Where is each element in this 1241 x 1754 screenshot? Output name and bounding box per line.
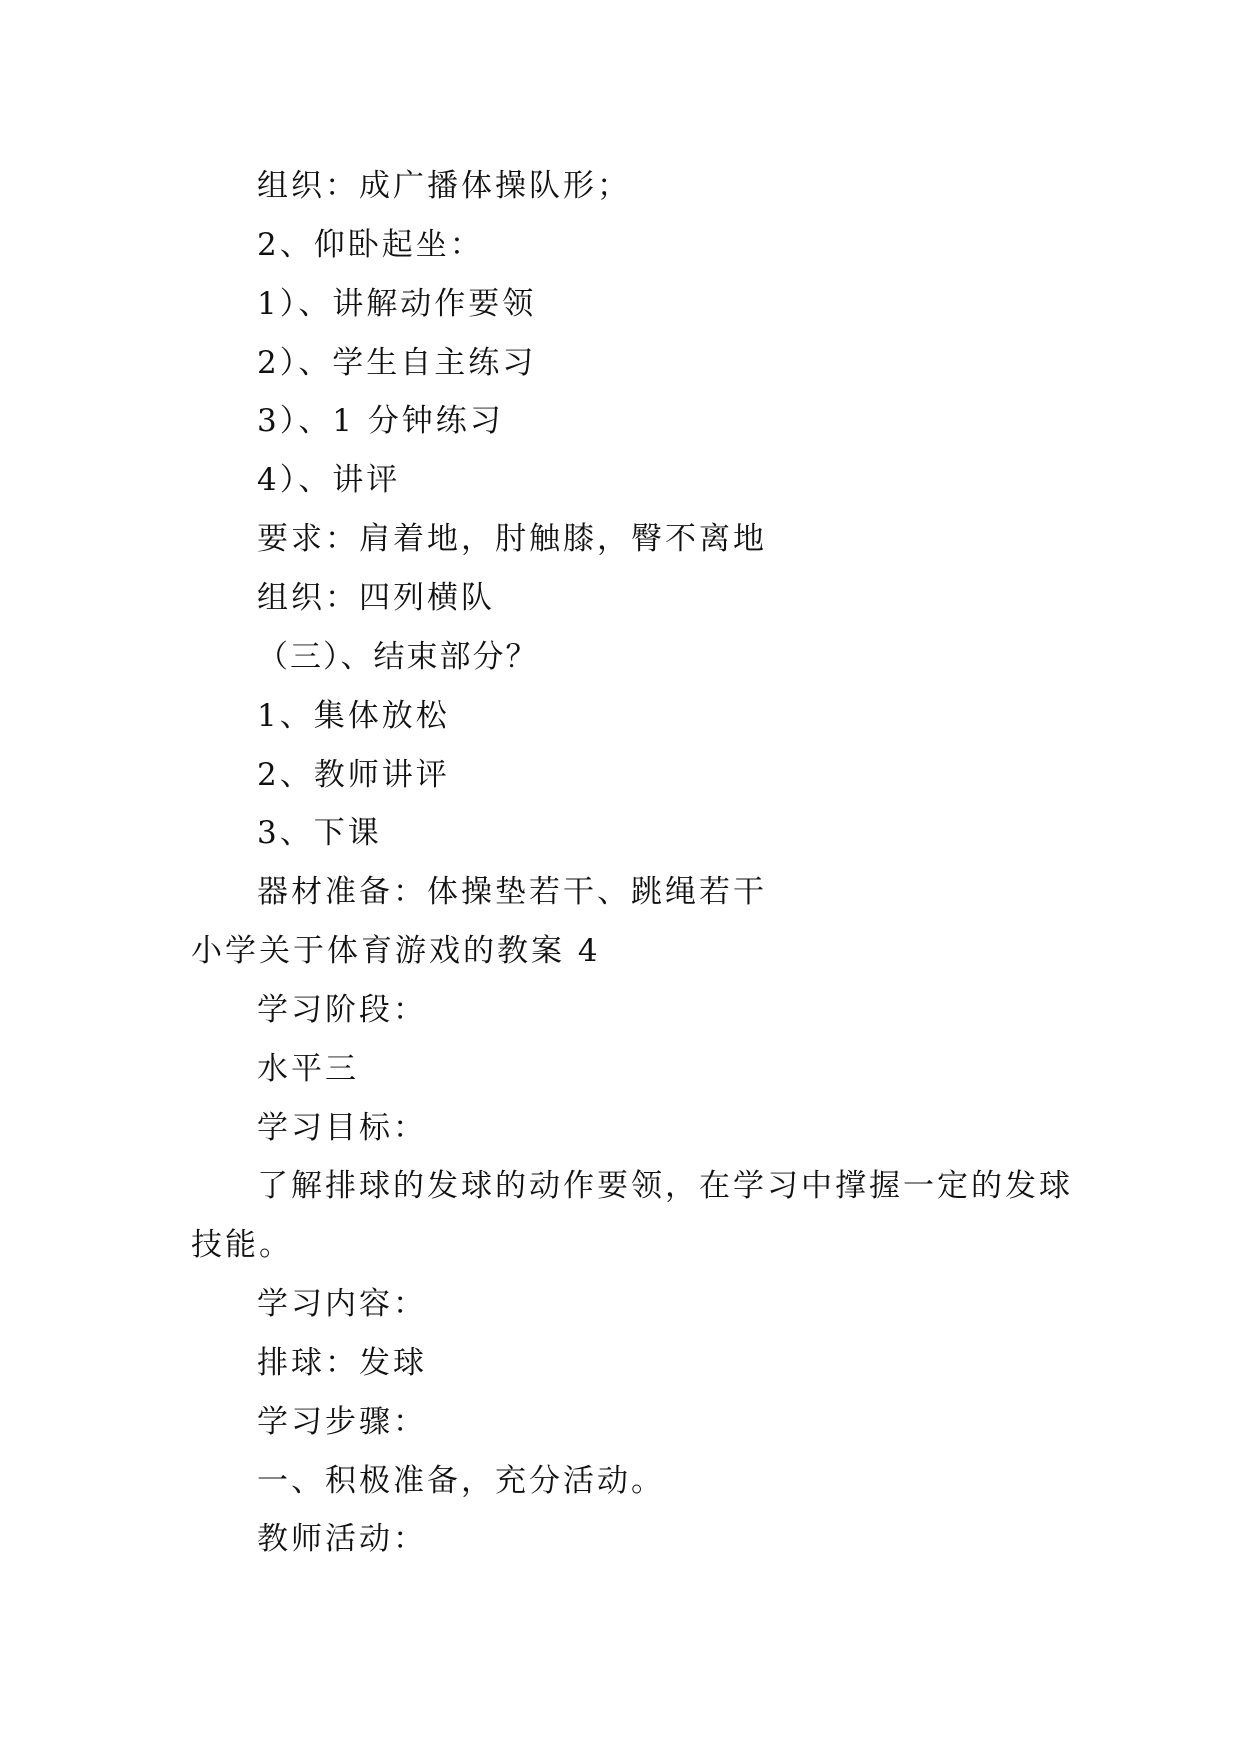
paragraph-organization: 组织：四列横队 <box>257 580 495 616</box>
paragraph-label-steps: 学习步骤： <box>257 1404 427 1440</box>
paragraph-label-teacher-activity: 教师活动： <box>257 1521 427 1557</box>
list-item: 4）、讲评 <box>257 462 401 498</box>
paragraph-stage-value: 水平三 <box>257 1051 359 1087</box>
list-item: 3、下课 <box>257 815 382 851</box>
paragraph-goal-text: 了解排球的发球的动作要领，在学习中撑握一定的发球 <box>257 1168 1073 1204</box>
paragraph-step-one: 一、积极准备，充分活动。 <box>257 1463 665 1499</box>
paragraph-requirements: 要求：肩着地，肘触膝，臀不离地 <box>257 521 767 557</box>
paragraph-equipment: 器材准备：体操垫若干、跳绳若干 <box>257 874 767 910</box>
paragraph-content-value: 排球：发球 <box>257 1345 427 1381</box>
paragraph-organization: 组织：成广播体操队形； <box>257 168 631 204</box>
list-item: 2）、学生自主练习 <box>257 345 537 381</box>
lesson-plan-title: 小学关于体育游戏的教案 4 <box>191 933 601 969</box>
list-item: 1、集体放松 <box>257 698 450 734</box>
paragraph-goal-text-cont: 技能。 <box>191 1227 293 1263</box>
list-item: 2、教师讲评 <box>257 757 450 793</box>
list-item: 1）、讲解动作要领 <box>257 286 537 322</box>
section-heading-ending: （三）、结束部分？ <box>257 639 539 675</box>
paragraph-situp-heading: 2、仰卧起坐： <box>257 227 484 263</box>
paragraph-label-content: 学习内容： <box>257 1286 427 1322</box>
paragraph-label-stage: 学习阶段： <box>257 992 427 1028</box>
paragraph-label-goal: 学习目标： <box>257 1110 427 1146</box>
list-item: 3）、1 分钟练习 <box>257 403 504 439</box>
